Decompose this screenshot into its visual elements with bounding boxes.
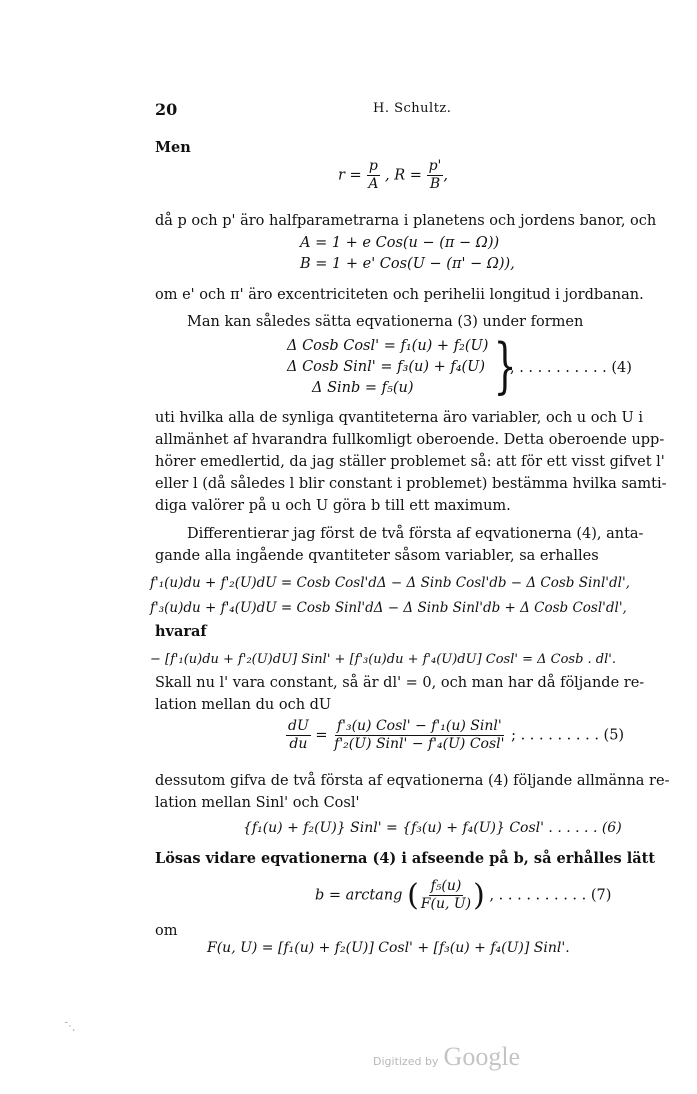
paragraph-2-line-2: gande alla ingående qvantiteter såsom variabler, sa erhalles [155, 548, 599, 564]
frac-p-B [427, 158, 444, 193]
system-eq-number: , . . . . . . . . . . (4) [510, 360, 632, 376]
equation-5: $\frac{dU}{du}$ = $\frac{\text{f'₃(u) Cosl' − f'₁(u) Sinl'}}{\text{f'₂(U) Sinl' − f'₄(U) Cosl'}}$ ; . . . . . . . . . (5) [288, 718, 625, 752]
frac-den: du [289, 736, 308, 752]
frac-den: A [368, 176, 379, 192]
frac-eq-5-rhs [332, 718, 506, 753]
equation-number-5: ; . . . . . . . . . (5) [511, 727, 625, 744]
equation-r-R: r = $\frac{p}{A}$ , R = $\frac{p'}{B}$ , [338, 158, 448, 192]
text-hvaraf: hvaraf [155, 623, 207, 640]
google-logo: Google [443, 1042, 521, 1071]
frac-num: p [368, 158, 378, 174]
equation-number-7: , . . . . . . . . . . (7) [489, 887, 612, 904]
paren-open: ( [407, 878, 419, 913]
system-eq-2: Δ Cosb Sinl' = f₃(u) + f₄(U) [287, 359, 486, 375]
differential-eq-3: − [f'₁(u)du + f'₂(U)dU] Sinl' + [f'₃(u)du + f'₄(U)dU] Cosl' = Δ Cosb . dl'. [150, 652, 616, 667]
paragraph-2-line-1: Differentierar jag först de två första af eqvationerna (4), anta- [187, 526, 644, 542]
paragraph-3-line-1: Skall nu l' vara constant, så är dl' = 0, och man har då följande re- [155, 675, 645, 691]
paragraph-1-line-4: eller l (då således l blir constant i problemet) bestämma hvilka samti- [155, 476, 667, 492]
equation-F: F(u, U) = [f₁(u) + f₂(U)] Cosl' + [f₃(u) + f₄(U)] Sinl'. [207, 940, 570, 956]
digitized-watermark [373, 1042, 520, 1072]
frac-p-A [366, 158, 380, 193]
paragraph-1-line-5: diga valörer på u och U göra b till ett maximum. [155, 498, 511, 514]
eq-r-label: r = [338, 167, 362, 184]
paragraph-5: Lösas vidare eqvationerna (4) i afseende på b, så erhålles lätt [155, 850, 656, 867]
paragraph-1-line-3: hörer emedlertid, da jag ställer problemet så: att för ett visst gifvet l' [155, 454, 665, 470]
equation-6: {f₁(u) + f₂(U)} Sinl' = {f₃(u) + f₄(U)} Cosl' . . . . . . (6) [243, 820, 622, 836]
page-number: 20 [155, 100, 178, 119]
frac-eq-7 [419, 878, 473, 913]
frac-num: p' [428, 158, 442, 174]
eq-7-arctang: b = arctang [315, 887, 403, 904]
text-line-2: om e' och π' äro excentriciteten och perihelii longitud i jordbanan. [155, 287, 644, 303]
system-eq-3: Δ Sinb = f₅(u) [312, 380, 414, 396]
text-line-3: Man kan således sätta eqvationerna (3) under formen [187, 314, 584, 330]
watermark-prefix: Digitized by [373, 1055, 439, 1068]
eq-R-label: , R = [385, 167, 422, 184]
page-mark: ˉ·˛ [64, 1022, 76, 1032]
paren-close: ) [473, 878, 485, 913]
right-brace: } [493, 331, 517, 401]
system-eq-1: Δ Cosb Cosl' = f₁(u) + f₂(U) [287, 338, 489, 354]
equation-B: B = 1 + e' Cos(U − (π' − Ω)), [300, 256, 515, 272]
paragraph-1-line-2: allmänhet af hvarandra fullkomligt oberoende. Detta oberoende upp- [155, 432, 665, 448]
frac-num: dU [288, 718, 309, 734]
running-title: H. Schultz. [373, 101, 452, 116]
text-line-1: då p och p' äro halfparametrarna i planetens och jordens banor, och [155, 213, 657, 229]
equation-A: A = 1 + e Cos(u − (π − Ω)) [300, 235, 500, 251]
frac-num: f'₃(u) Cosl' − f'₁(u) Sinl' [336, 718, 502, 734]
paragraph-3-line-2: lation mellan du och dU [155, 697, 332, 713]
text-men: Men [155, 139, 191, 156]
differential-eq-2: f'₃(u)du + f'₄(U)dU = Cosb Sinl'dΔ − Δ Sinb Sinl'db + Δ Cosb Cosl'dl', [150, 600, 627, 616]
frac-den: f'₂(U) Sinl' − f'₄(U) Cosl' [334, 736, 505, 752]
frac-den: B [429, 176, 441, 192]
text-om: om [155, 923, 178, 939]
frac-num: f₅(u) [430, 878, 462, 894]
frac-dU-du [286, 718, 311, 753]
paragraph-1-line-1: uti hvilka alla de synliga qvantiteterna äro variabler, och u och U i [155, 410, 643, 426]
paragraph-4-line-2: lation mellan Sinl' och Cosl' [155, 795, 360, 811]
frac-den: F(u, U) [420, 896, 472, 912]
differential-eq-1: f'₁(u)du + f'₂(U)dU = Cosb Cosl'dΔ − Δ Sinb Cosl'db − Δ Cosb Sinl'dl', [150, 575, 630, 591]
paragraph-4-line-1: dessutom gifva de två första af eqvationerna (4) följande allmänna re- [155, 773, 670, 789]
equation-7 [315, 878, 611, 913]
